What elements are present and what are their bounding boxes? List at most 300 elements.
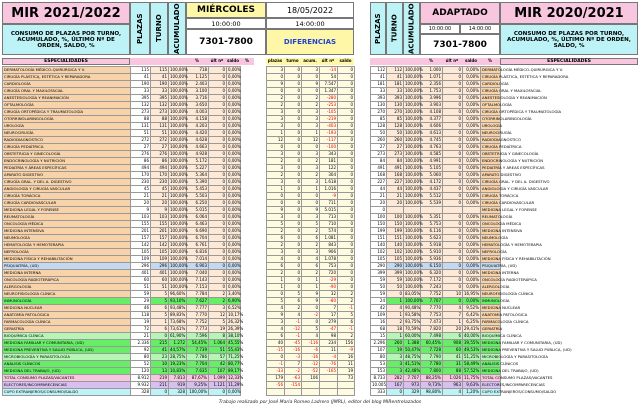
right-value-cell: 7.790: [421, 354, 443, 361]
table-row: [267, 277, 355, 284]
right-value-cell: 6,25%: [463, 319, 481, 326]
left-value-cell: 328: [131, 389, 151, 396]
left-value-cell: 0,00%: [228, 130, 241, 135]
left-value-cell: 201: [131, 228, 151, 235]
left-value-cell: 0: [151, 389, 169, 396]
specialty-name: ANESTESIOLOGÍA Y REANIMACIÓN: [482, 95, 547, 100]
diff-value-cell: 4: [267, 256, 285, 263]
right-value-cell: 60,45%: [421, 340, 443, 347]
right-value-cell: 100,00%: [405, 200, 423, 205]
left-value-cell: 88: [151, 116, 169, 123]
right-value-cell: 51,25%: [464, 354, 480, 359]
right-value-cell: 6.116: [421, 228, 443, 235]
specialty-name: MICROBIOLOGÍA Y PARASITOLOGÍA: [482, 354, 548, 359]
diff-value-cell: 1: [302, 130, 320, 137]
right-value-cell: 100,00%: [405, 95, 423, 100]
specialty-name: CIRUGÍA ORTOPÉDICA Y TRAUMATOLOGÍA: [3, 109, 131, 116]
right-value-cell: 4: [387, 305, 404, 312]
right-value-cell: 128: [387, 123, 404, 130]
diff-value-cell: 3: [302, 67, 320, 74]
left-value-cell: 100,00%: [170, 270, 188, 275]
table-row: [371, 137, 639, 144]
left-value-cell: 0: [209, 95, 227, 102]
left-value-cell: 100,00%: [170, 221, 188, 226]
table-row: [371, 242, 639, 249]
diff-value-cell: [338, 382, 355, 389]
diff-value-cell: 0: [267, 193, 285, 200]
diff-value-cell: 0: [302, 88, 320, 95]
right-value-cell: 4.991: [421, 158, 443, 165]
left-value-cell: 5.453: [187, 186, 209, 193]
left-value-cell: 8.912: [131, 375, 151, 382]
left-value-cell: 20: [131, 200, 151, 207]
left-value-cell: 3.100: [187, 88, 209, 95]
right-value-cell: 100,00%: [405, 277, 423, 282]
table-row: [267, 186, 355, 193]
diff-value-cell: 4: [285, 312, 302, 319]
diff-value-cell: 0: [285, 130, 302, 137]
right-value-cell: 491: [371, 165, 387, 172]
table-row: [3, 144, 255, 151]
right-acumulado-header: ACUMULADO: [403, 2, 420, 55]
diff-value-cell: 0: [285, 95, 302, 102]
diff-value-cell: 0: [285, 144, 302, 151]
diff-value-cell: -403: [320, 123, 338, 130]
diff-value-cell: [320, 382, 338, 389]
left-value-cell: 9,25%: [187, 382, 209, 389]
diff-value-cell: -52: [302, 368, 320, 375]
diff-value-cell: 2: [302, 228, 320, 235]
specialty-name: CIRUGÍA ORAL Y MAXILOFACIAL: [482, 88, 542, 93]
diff-value-cell: 6: [267, 263, 285, 270]
left-data-table: [2, 66, 255, 396]
right-value-cell: 0,00%: [463, 109, 481, 116]
right-value-cell: 100,00%: [405, 298, 423, 303]
right-value-cell: 100,00%: [405, 102, 423, 107]
left-value-cell: 100,00%: [170, 193, 188, 198]
diff-value-cell: 3: [302, 151, 320, 158]
right-value-cell: 40,00%: [464, 333, 480, 338]
right-value-cell: 29,41%: [464, 326, 480, 331]
right-value-cell: 100,00%: [405, 221, 423, 226]
right-value-cell: 68: [371, 326, 387, 333]
diff-value-cell: 3: [267, 179, 285, 186]
diff-value-cell: -4: [320, 354, 338, 361]
table-row: [3, 298, 255, 305]
specialty-name: MEDICINA INTENSIVA: [482, 228, 523, 233]
right-value-cell: 5.918: [421, 242, 443, 249]
right-value-cell: 5.105: [421, 165, 443, 172]
left-value-cell: 6.704: [187, 235, 209, 242]
left-value-cell: 87,67%: [187, 375, 209, 382]
diff-value-cell: 6: [267, 235, 285, 242]
diff-value-cell: 0: [285, 116, 302, 123]
specialty-name: NEUMOLOGÍA: [3, 235, 131, 242]
left-value-cell: 100,00%: [170, 277, 188, 282]
diff-value-cell: 1.618: [320, 179, 338, 186]
diff-value-cell: 0: [285, 158, 302, 165]
left-value-cell: 73,61%: [170, 326, 186, 331]
left-value-cell: 96,60%: [170, 291, 186, 296]
diff-value-cell: 0: [285, 137, 302, 144]
right-value-cell: 260: [371, 137, 387, 144]
table-row: [3, 81, 255, 88]
diff-value-cell: 4: [302, 256, 320, 263]
right-value-cell: 59: [371, 277, 387, 284]
diff-value-cell: 7: [320, 305, 338, 312]
diff-value-cell: 2: [267, 102, 285, 109]
specialty-name: ANÁLISIS CLÍNICOS: [482, 361, 519, 366]
table-row: [267, 389, 355, 396]
right-value-cell: 9,52%: [463, 305, 481, 312]
diff-value-cell: 843: [320, 242, 338, 249]
right-value-cell: 1.753: [421, 88, 443, 95]
diff-value-cell: 7: [285, 361, 302, 368]
left-value-cell: 100,00%: [170, 109, 188, 114]
right-value-cell: 27: [371, 144, 387, 151]
table-row: [371, 235, 639, 242]
right-value-cell: 100,00%: [405, 172, 423, 177]
specialty-name: NEFROLOGÍA: [3, 249, 131, 256]
left-value-cell: 5.503: [187, 193, 209, 200]
table-row: [3, 354, 255, 361]
table-row: [3, 95, 255, 102]
diff-value-cell: 3: [267, 116, 285, 123]
left-value-cell: 0,00%: [228, 67, 241, 72]
right-value-cell: 4.377: [421, 116, 443, 123]
right-value-cell: 1: [387, 333, 404, 340]
left-value-cell: 494: [131, 165, 151, 172]
table-row: [371, 291, 639, 298]
diff-value-cell: 0: [338, 263, 355, 270]
right-value-cell: 80: [371, 354, 387, 361]
right-value-cell: 15: [371, 333, 387, 340]
table-row: [371, 228, 639, 235]
specialty-name: OBSTETRICIA Y GINECOLOGÍA: [482, 151, 539, 156]
specialty-name: ELECTORES/INCOMPARECENCIAS: [3, 382, 131, 389]
left-value-cell: 0,00%: [228, 200, 241, 205]
diff-value-cell: 1: [302, 277, 320, 284]
left-value-cell: 0,00%: [228, 88, 241, 93]
right-value-cell: 100,00%: [405, 235, 423, 240]
right-value-cell: 0,00%: [463, 88, 481, 95]
left-value-cell: 276: [131, 151, 151, 158]
diff-value-cell: -1: [285, 333, 302, 340]
diff-value-cell: -1: [267, 361, 285, 368]
diff-value-cell: 3: [267, 214, 285, 221]
left-value-cell: 89,83%: [170, 312, 186, 317]
table-row: [3, 172, 255, 179]
specialty-name: MEDICINA FAMILIAR Y COMUNITARIA, (UD): [3, 340, 131, 347]
right-value-cell: 3: [387, 368, 404, 375]
diff-value-cell: [302, 382, 320, 389]
diff-value-cell: 234: [320, 340, 338, 347]
diff-value-cell: 0: [285, 256, 302, 263]
diff-value-cell: -90: [320, 284, 338, 291]
diff-value-cell: 0: [285, 249, 302, 256]
diff-value-cell: -193: [320, 130, 338, 137]
left-value-cell: 6.064: [187, 214, 209, 221]
right-value-cell: 199: [371, 228, 387, 235]
table-row: [3, 347, 255, 354]
right-value-cell: 7.800: [421, 368, 443, 375]
left-value-cell: 0,00%: [228, 179, 241, 184]
right-value-cell: 7.752: [421, 291, 443, 298]
right-value-cell: 50: [387, 284, 404, 291]
table-row: [371, 116, 639, 123]
right-value-cell: 11,75%: [464, 375, 480, 380]
left-value-cell: 0,00%: [228, 389, 241, 394]
left-value-cell: 105: [151, 249, 169, 256]
right-value-cell: 150: [371, 221, 387, 228]
diff-value-cell: 2: [267, 95, 285, 102]
right-title: MIR 2020/2021: [500, 2, 638, 24]
diff-value-cell: 0: [302, 144, 320, 151]
table-row: [267, 165, 355, 172]
left-value-cell: 10,17%: [228, 312, 244, 317]
left-value-cell: 296: [131, 263, 151, 270]
diff-value-cell: 3: [267, 319, 285, 326]
diff-value-cell: -116: [302, 340, 320, 347]
right-value-cell: 112: [371, 67, 387, 74]
right-value-cell: 0,00%: [463, 235, 481, 242]
table-row: [3, 137, 255, 144]
diff-value-cell: -33: [267, 368, 285, 375]
diff-value-cell: 0: [302, 200, 320, 207]
specialty-name: RADIODIAGNÓSTICO: [3, 137, 131, 144]
diff-value-cell: 0: [338, 109, 355, 116]
right-value-cell: 0: [443, 263, 463, 270]
right-value-cell: 100,00%: [405, 284, 423, 289]
right-value-cell: 53: [371, 361, 387, 368]
right-value-cell: 7: [443, 312, 463, 319]
diff-value-cell: 11: [338, 361, 355, 368]
diff-value-cell: -76: [320, 361, 338, 368]
diff-value-cell: 98: [320, 333, 338, 340]
diff-value-cell: 0: [285, 214, 302, 221]
col-header-saldo: saldo: [226, 58, 240, 63]
left-value-cell: 273: [151, 109, 169, 116]
table-row: [267, 375, 355, 382]
left-value-cell: 4.003: [187, 109, 209, 116]
diff-value-cell: 0: [338, 102, 355, 109]
right-value-cell: 0: [443, 158, 463, 165]
right-value-cell: 20: [443, 326, 463, 333]
left-value-cell: 0: [209, 193, 227, 200]
left-value-cell: 6.250: [187, 200, 209, 207]
left-value-cell: 0,00%: [228, 235, 241, 240]
left-value-cell: 100,00%: [170, 144, 188, 149]
right-value-cell: 100,00%: [405, 137, 423, 142]
right-value-cell: 0: [443, 277, 463, 284]
left-value-cell: 276: [151, 151, 169, 158]
right-value-cell: 4.763: [421, 144, 443, 151]
right-value-cell: 0,00%: [463, 242, 481, 249]
specialty-name: MEDICINA NUCLEAR: [482, 305, 521, 310]
table-row: [3, 221, 255, 228]
table-row: [267, 200, 355, 207]
diff-value-cell: -12: [302, 361, 320, 368]
diff-value-cell: 0: [285, 74, 302, 81]
left-value-cell: 100,00%: [170, 158, 188, 163]
specialty-name: OTORRINOLARINGOLOGÍA: [3, 116, 131, 123]
table-row: [3, 249, 255, 256]
diff-value-cell: 0: [338, 144, 355, 151]
left-value-cell: 9: [151, 207, 169, 214]
left-value-cell: 59: [131, 291, 151, 298]
right-value-cell: 10.005: [372, 382, 386, 387]
specialty-name: ONCOLOGÍA MÉDICA: [3, 221, 131, 228]
left-value-cell: 13: [151, 368, 169, 375]
right-plazas-header: PLAZAS: [370, 2, 386, 55]
left-value-cell: 0: [209, 137, 227, 144]
specialty-name: CARDIOLOGÍA: [3, 81, 131, 88]
left-value-cell: 38,10%: [228, 333, 244, 338]
diff-value-cell: -47: [320, 326, 338, 333]
diff-value-cell: 3: [267, 151, 285, 158]
right-value-cell: 0: [443, 221, 463, 228]
diff-value-cell: 0: [285, 109, 302, 116]
table-row: [3, 319, 255, 326]
specialty-name: CUPO EXTRANJEROS/CONSUMO/SALDO: [482, 389, 557, 394]
specialty-name: MEDICINA PREVENTIVA Y SALUD PÚBLICA, (UD): [3, 347, 131, 354]
table-row: [267, 256, 355, 263]
left-value-cell: 51: [131, 130, 151, 137]
right-value-cell: 130: [387, 102, 404, 109]
right-value-cell: 0,00%: [463, 200, 481, 207]
right-value-cell: [421, 207, 443, 214]
right-value-cell: 151: [387, 235, 404, 242]
diff-value-cell: 2: [338, 298, 355, 305]
table-row: [371, 347, 639, 354]
left-value-cell: 395: [131, 95, 151, 102]
diff-value-cell: 710: [320, 221, 338, 228]
diff-value-cell: 1: [267, 186, 285, 193]
right-value-cell: 393: [371, 95, 387, 102]
table-row: [3, 382, 255, 389]
left-value-cell: 0,00%: [228, 81, 241, 86]
diff-value-cell: 0: [285, 277, 302, 284]
right-value-cell: 150: [387, 221, 404, 228]
right-value-cell: 105: [371, 256, 387, 263]
diff-value-cell: -154: [285, 382, 302, 389]
right-value-cell: 1.071: [421, 74, 443, 81]
table-row: [3, 200, 255, 207]
left-value-cell: 0,00%: [228, 95, 241, 100]
diff-value-cell: -117: [320, 137, 338, 144]
left-value-cell: 100,00%: [170, 228, 188, 233]
left-value-cell: 7.773: [187, 326, 209, 333]
table-row: [371, 221, 639, 228]
diff-value-cell: 0: [285, 88, 302, 95]
right-value-cell: 0,00%: [463, 81, 481, 88]
diff-value-cell: 0: [285, 263, 302, 270]
table-row: [3, 235, 255, 242]
diff-value-cell: 0: [285, 179, 302, 186]
table-row: [3, 74, 255, 81]
left-value-cell: 6,52%: [228, 305, 241, 310]
right-value-cell: 140: [371, 242, 387, 249]
right-value-cell: 2.356: [421, 81, 443, 88]
table-row: [371, 172, 639, 179]
left-value-cell: 100,00%: [170, 214, 188, 219]
left-value-cell: 10,83%: [170, 368, 186, 373]
right-value-cell: 0,00%: [463, 130, 481, 137]
specialty-name: TOTAL CONSUMO PLAZAS/VACANTES: [3, 375, 131, 382]
diff-value-cell: 5: [285, 291, 302, 298]
left-value-cell: 132: [151, 102, 169, 109]
left-value-cell: 201: [151, 228, 169, 235]
specialty-name: CIRUGÍA ORAL Y MAXILOFACIAL: [3, 88, 131, 95]
col-header-pct2: %: [244, 58, 249, 63]
table-row: [3, 284, 255, 291]
left-value-cell: 61,90%: [170, 333, 186, 338]
table-row: [3, 116, 255, 123]
left-value-cell: 86: [151, 158, 169, 165]
left-value-cell: 1.272: [169, 340, 187, 347]
specialty-name: PEDIATRÍA Y ÁREAS ESPECÍFICAS: [482, 165, 545, 170]
diff-value-cell: 0: [302, 305, 320, 312]
left-value-cell: 100,00%: [170, 102, 188, 107]
diff-value-cell: 9: [302, 207, 320, 214]
diff-value-cell: 0: [338, 130, 355, 137]
right-value-cell: 0,00%: [463, 144, 481, 151]
right-value-cell: 93,75%: [405, 319, 421, 324]
right-value-cell: 3.996: [421, 95, 443, 102]
left-turno-header: TURNO: [150, 2, 168, 55]
diff-value-cell: 106: [302, 375, 320, 382]
left-value-cell: 5: [151, 291, 169, 298]
table-row: [3, 130, 255, 137]
left-value-cell: 100,00%: [170, 207, 188, 212]
right-value-cell: 0,00%: [463, 158, 481, 165]
specialty-name: ENDOCRINOLOGÍA Y NUTRICIÓN: [482, 158, 544, 163]
left-value-cell: 100,00%: [170, 123, 188, 128]
right-value-cell: 0,00%: [463, 74, 481, 81]
diff-value-cell: 2: [302, 95, 320, 102]
diff-value-cell: 4: [267, 305, 285, 312]
diff-value-cell: 0: [338, 214, 355, 221]
left-value-cell: 0,00%: [228, 137, 241, 142]
diff-value-cell: -63: [285, 375, 302, 382]
left-value-cell: 3,40%: [228, 291, 241, 296]
left-value-cell: 0: [209, 228, 227, 235]
diff-value-cell: -15: [267, 347, 285, 354]
diff-value-cell: 2: [302, 242, 320, 249]
right-value-cell: 0,00%: [463, 116, 481, 123]
left-value-cell: 494: [151, 165, 169, 172]
table-row: [267, 326, 355, 333]
table-row: [3, 312, 255, 319]
right-value-cell: 42,48%: [405, 368, 421, 373]
table-row: [267, 207, 355, 214]
right-value-cell: 24: [371, 298, 387, 305]
right-value-cell: 49,53%: [464, 347, 480, 352]
left-value-cell: 3: [209, 305, 227, 312]
right-value-cell: 93,58%: [405, 312, 421, 317]
right-value-cell: 0,00%: [463, 284, 481, 291]
table-row: [267, 116, 355, 123]
left-value-cell: 115: [151, 67, 169, 74]
table-row: [371, 319, 639, 326]
left-value-cell: 132: [131, 102, 151, 109]
left-value-cell: 0,00%: [228, 263, 241, 268]
diff-value-cell: 0: [267, 200, 285, 207]
left-value-cell: 51: [131, 284, 151, 291]
left-value-cell: 0,00%: [228, 256, 241, 261]
table-row: [267, 95, 355, 102]
left-value-cell: 272: [151, 137, 169, 144]
